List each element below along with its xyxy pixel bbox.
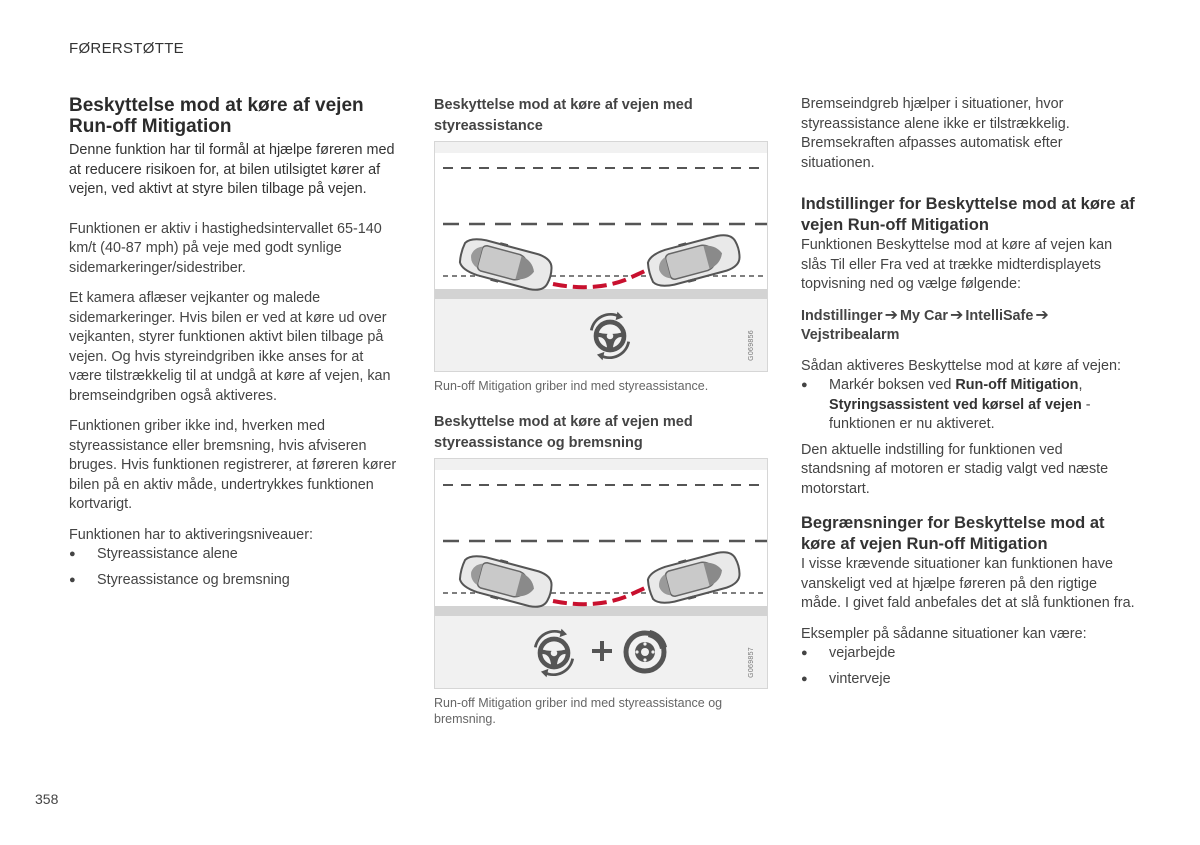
title-line-2: Run-off Mitigation	[69, 116, 232, 137]
arrow-right-icon: ➔	[884, 306, 898, 324]
menu-path-step: Vejstribealarm	[801, 327, 900, 343]
intro-paragraph: Denne funktion har til formål at hjælpe føreren med at reducere risikoen for, at bilen utilsigtet kører af vejen, ved aktivt at styre bilen tilbage på vejen.	[69, 142, 395, 197]
brake-paragraph: Bremseindgreb hjælper i situationer, hvor styreassistance alene ikke er tilstrækkelig. Bremsekraften afpasses automatisk efter situationen.	[801, 96, 1070, 171]
section-header: FØRERSTØTTE	[69, 40, 184, 57]
bullet-text: ,	[1078, 377, 1083, 393]
arrow-right-icon: ➔	[949, 306, 964, 324]
column-2	[434, 95, 768, 727]
override-paragraph: Funktionen griber ikke ind, hverken med styreassistance eller bremsning, hvis afviseren bruges. Hvis funktionen registrerer, at føreren kører bilen på en aktiv måde, undertrykkes funktionen kortvarigt.	[69, 418, 397, 512]
steering-assist-icon	[591, 312, 628, 361]
plus-icon	[592, 641, 612, 661]
list-item: ● Styreassistance alene	[69, 545, 399, 565]
settings-paragraph: Funktionen Beskyttelse mod at køre af vejen kan slås Til eller Fra ved at trække midterdisplayets topvisning ned og vælge følgende:	[801, 237, 1113, 292]
bullet-text: - funktionen er nu aktiveret.	[829, 396, 1091, 432]
current-setting-paragraph: Den aktuelle indstilling for funktionen ved standsning af motoren er stadig valgt ved næste motorstart.	[801, 441, 1109, 497]
limitations-heading: Begrænsninger for Beskyttelse mod at køre af vejen Run-off Mitigation	[801, 514, 1105, 553]
list-item: ● Styreassistance og bremsning	[69, 571, 399, 591]
levels-list	[69, 545, 399, 590]
ui-term: Run-off Mitigation	[955, 377, 1079, 393]
figure-2-caption: Run-off Mitigation griber ind med styreassistance og bremsning.	[434, 696, 723, 726]
limitations-paragraph: I visse krævende situationer kan funktionen have vanskeligt ved at hjælpe føreren på den rigtige måde. I givet fald anbefales det at slå funktionen fra.	[801, 556, 1135, 611]
page-number: 358	[35, 791, 59, 807]
list-item: ● vinterveje	[801, 670, 1136, 690]
arrow-right-icon: ➔	[1035, 306, 1049, 324]
column-1	[69, 95, 399, 590]
figure-2-title: Beskyttelse mod at køre af vejen med styreassistance og bremsning	[434, 414, 693, 451]
figure-1-code: G069856	[748, 330, 755, 361]
figure-2-illustration	[434, 458, 768, 689]
steering-assist-icon	[535, 629, 572, 678]
settings-heading: Indstillinger for Beskyttelse mod at køre af vejen Run-off Mitigation	[801, 195, 1135, 234]
menu-path-step: Indstillinger	[801, 307, 883, 324]
page-title	[69, 95, 399, 137]
examples-list	[801, 644, 1136, 689]
menu-path-step: My Car	[899, 307, 948, 324]
figure-1-caption: Run-off Mitigation griber ind med styreassistance.	[434, 379, 709, 393]
list-item	[801, 376, 1136, 435]
activate-list	[801, 376, 1136, 435]
activate-paragraph: Sådan aktiveres Beskyttelse mod at køre af vejen:	[801, 357, 1121, 374]
ui-term: Styringsassistent ved kørsel af vejen	[829, 396, 1082, 413]
speed-range-paragraph: Funktionen er aktiv i hastighedsintervallet 65-140 km/t (40-87 mph) på veje med godt synlige sidemarkeringer/sidestriber.	[69, 220, 382, 276]
figure-2-code: G069857	[748, 647, 755, 678]
list-item: ● vejarbejde	[801, 644, 1136, 664]
figure-1-title: Beskyttelse mod at køre af vejen med styreassistance	[434, 97, 693, 134]
levels-paragraph: Funktionen har to aktiveringsniveauer:	[69, 526, 313, 543]
menu-path-step: IntelliSafe	[965, 307, 1034, 324]
column-3	[801, 95, 1136, 689]
bullet-text: Markér boksen ved	[829, 377, 956, 393]
menu-path	[801, 306, 1136, 346]
brake-disc-icon	[626, 630, 667, 671]
title-line-1: Beskyttelse mod at køre af vejen	[69, 95, 364, 116]
figure-1-illustration	[434, 141, 768, 372]
examples-paragraph: Eksempler på sådanne situationer kan være:	[801, 625, 1087, 642]
camera-paragraph: Et kamera aflæser vejkanter og malede sidemarkeringer. Hvis bilen er ved at køre ud over vejkanten, styrer funktionen aktivt bilen tilbage på vejen. Og hvis styreindgriben ikke anses for at være tilstrækkelig til at undgå at køre af vejen, kan bremseindgriben også aktiveres.	[69, 290, 391, 404]
